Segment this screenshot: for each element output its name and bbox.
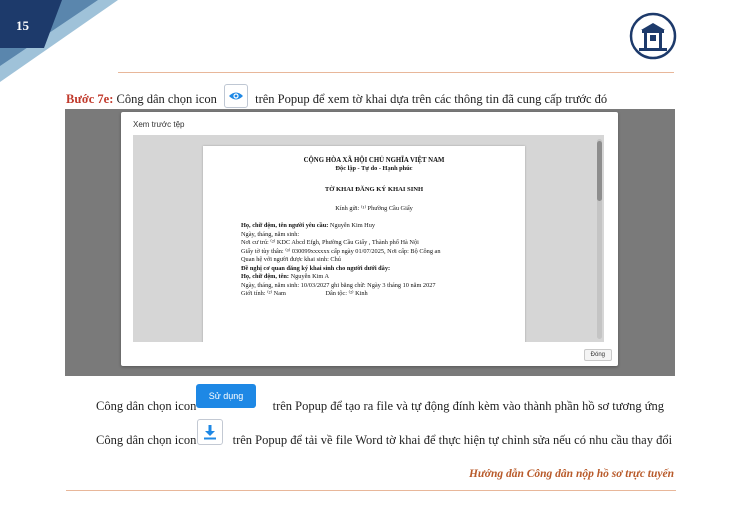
eye-icon-button[interactable] (224, 84, 248, 108)
corner-decoration (0, 0, 130, 82)
preview-popup (121, 112, 618, 366)
doc-line-label: Ngày, tháng, năm sinh: (241, 230, 300, 238)
use-text-after: trên Popup để tạo ra file và tự động đính kèm vào thành phần hồ sơ tương ứng (272, 399, 665, 413)
popup-title: Xem trước tệp (133, 120, 185, 129)
doc-line (241, 282, 507, 291)
doc-line-label: Đề nghị cơ quan đăng ký khai sinh cho người dưới đây: (241, 264, 391, 272)
doc-gender-label: Giới tính: ⁽²⁾ (241, 290, 273, 298)
step-text-after: trên Popup để xem tờ khai dựa trên các thông tin đã cung cấp trước đó (255, 91, 608, 106)
eye-icon (225, 85, 247, 107)
doc-gender-row (241, 290, 507, 299)
doc-line (241, 273, 507, 282)
page-number: 15 (16, 18, 29, 33)
top-rule (118, 72, 674, 73)
doc-line-value: 030099xxxxxx cấp ngày 01/07/2025, Nơi cấp: Bộ Công an (291, 247, 441, 255)
document-viewer[interactable] (133, 135, 604, 342)
bottom-rule (66, 490, 676, 491)
download-icon (198, 420, 222, 444)
document-page (203, 146, 525, 342)
doc-ethnic-value: Kinh (355, 290, 368, 298)
doc-title: TỜ KHAI ĐĂNG KÝ KHAI SINH (324, 185, 424, 193)
doc-line-value: Nguyễn Kim Huy (329, 222, 376, 230)
doc-header-country: CỘNG HÒA XÃ HỘI CHỦ NGHĨA VIỆT NAM (303, 157, 445, 164)
doc-line-value: Chú (330, 256, 341, 264)
doc-line-label: Ngày, tháng, năm sinh: (241, 281, 300, 289)
footer-title: Hướng dẫn Công dân nộp hồ sơ trực tuyến (468, 468, 674, 480)
use-button[interactable]: Sử dụng (196, 384, 256, 408)
close-button[interactable]: Đóng (584, 349, 612, 361)
doc-lines (241, 222, 507, 290)
download-text-after: trên Popup để tải về file Word tờ khai để thực hiện tự chỉnh sửa nếu có nhu cầu thay đổi (232, 433, 673, 447)
doc-line-value: KDC Abcd Efgh, Phường Cầu Giấy , Thành phố Hà Nội (276, 239, 419, 247)
doc-line (241, 248, 507, 257)
step-text-before: Công dân chọn icon (116, 91, 217, 106)
instruction-download (96, 433, 672, 448)
doc-line (241, 256, 507, 265)
doc-kinh-gui: Kính gửi: ⁽¹⁾ Phường Cầu Giấy (335, 204, 413, 212)
doc-line (241, 222, 507, 231)
doc-header-motto: Độc lập - Tự do - Hạnh phúc (335, 165, 413, 173)
doc-line-value: 10/03/2027 ghi bằng chữ: Ngày 3 tháng 10 năm 2027 (300, 281, 436, 289)
download-icon-button[interactable] (197, 419, 223, 445)
doc-line-value: Nguyễn Kim A (290, 273, 330, 281)
doc-line (241, 231, 507, 240)
viewer-scrollbar[interactable] (597, 141, 602, 201)
doc-line (241, 239, 507, 248)
doc-ethnic-label: Dân tộc: ⁽²⁾ (325, 290, 354, 298)
doc-line-label: Nơi cư trú: ⁽²⁾ (241, 239, 276, 247)
use-text-before: Công dân chọn icon (96, 399, 197, 413)
doc-gender-value: Nam (273, 290, 286, 298)
doc-line-label: Giấy tờ tùy thân: ⁽³⁾ (241, 247, 291, 255)
step-label: Bước 7e: (66, 91, 114, 106)
hanoi-logo-icon (629, 12, 677, 60)
instruction-use (96, 399, 664, 414)
download-text-before: Công dân chọn icon (96, 433, 197, 447)
doc-line-label: Họ, chữ đệm, tên người yêu cầu: (241, 222, 329, 230)
doc-line (241, 265, 507, 274)
doc-line-label: Họ, chữ đệm, tên: (241, 273, 290, 281)
doc-line-label: Quan hệ với người được khai sinh: (241, 256, 329, 264)
